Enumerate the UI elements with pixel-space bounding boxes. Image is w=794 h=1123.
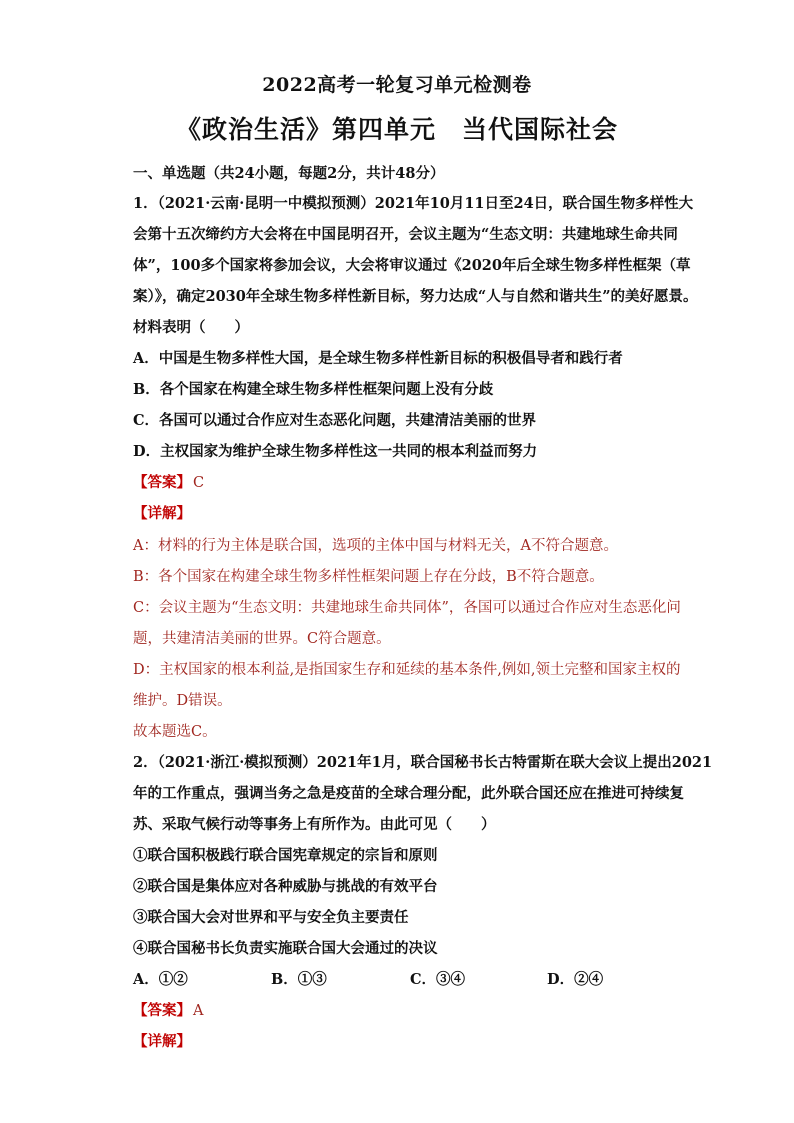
q2-choice-c: C．③④ <box>410 971 466 988</box>
q2-stem-line: 苏、采取气候行动等事务上有所作为。由此可见（ ） <box>133 816 496 833</box>
q1-stem-line: 会第十五次缔约方大会将在中国昆明召开，会议主题为“生态文明：共建地球生命共同 <box>133 226 678 243</box>
q1-stem-line: 案）》，确定2030年全球生物多样性新目标，努力达成“人与自然和谐共生”的美好愿景。 <box>133 288 698 305</box>
q1-explanation-line: C：会议主题为“生态文明：共建地球生命共同体”，各国可以通过合作应对生态恶化问 <box>133 600 681 616</box>
document-subtitle: 《政治生活》第四单元 当代国际社会 <box>175 115 618 144</box>
q1-explanation-line: D：主权国家的根本利益,是指国家生存和延续的基本条件,例如,领土完整和国家主权的 <box>133 662 681 678</box>
detail-label: 【详解】 <box>133 505 191 522</box>
q2-detail-label <box>133 1032 673 1052</box>
q1-explanation-line: 维护。D错误。 <box>133 693 232 709</box>
answer-value: A <box>193 1003 204 1019</box>
q1-detail-label <box>133 504 673 524</box>
q2-statement-3: ③联合国大会对世界和平与安全负主要责任 <box>133 909 409 926</box>
q1-option-a: A．中国是生物多样性大国，是全球生物多样性新目标的积极倡导者和践行者 <box>133 350 623 367</box>
q1-option-d: D．主权国家为维护全球生物多样性这一共同的根本利益而努力 <box>133 443 538 460</box>
q1-option-b: B．各个国家在构建全球生物多样性框架问题上没有分歧 <box>133 381 494 398</box>
answer-value: C <box>193 475 205 491</box>
section-heading: 一、单选题（共24小题，每题2分，共计48分） <box>133 165 445 182</box>
q2-stem-line: 年的工作重点，强调当务之急是疫苗的全球合理分配，此外联合国还应在推进可持续复 <box>133 785 684 802</box>
q1-answer <box>133 473 673 493</box>
q1-explanation-line: 题，共建清洁美丽的世界。C符合题意。 <box>133 631 391 647</box>
q2-choice-b: B．①③ <box>271 971 327 988</box>
q2-statement-4: ④联合国秘书长负责实施联合国大会通过的决议 <box>133 940 438 957</box>
q2-statement-1: ①联合国积极践行联合国宪章规定的宗旨和原则 <box>133 847 438 864</box>
q1-conclusion: 故本题选C。 <box>133 724 217 740</box>
document-title: 2022高考一轮复习单元检测卷 <box>262 74 532 96</box>
q1-stem-line: 体”，100多个国家将参加会议，大会将审议通过《2020年后全球生物多样性框架（草 <box>133 257 691 274</box>
q1-explanation-line: B：各个国家在构建全球生物多样性框架问题上存在分歧，B不符合题意。 <box>133 569 604 585</box>
detail-label: 【详解】 <box>133 1033 191 1050</box>
q1-option-c: C．各国可以通过合作应对生态恶化问题，共建清洁美丽的世界 <box>133 412 537 429</box>
q1-stem-line: 1．（2021·云南·昆明一中模拟预测）2021年10月11日至24日，联合国生物多样性大 <box>133 195 694 212</box>
answer-label: 【答案】 <box>133 1002 191 1019</box>
answer-label: 【答案】 <box>133 474 191 491</box>
q2-stem-line: 2．（2021·浙江·模拟预测）2021年1月，联合国秘书长古特雷斯在联大会议上提出2021 <box>133 754 713 771</box>
q2-choice-a: A．①② <box>133 971 188 988</box>
q2-answer <box>133 1001 673 1021</box>
q2-choice-d: D．②④ <box>547 971 604 988</box>
q2-statement-2: ②联合国是集体应对各种威胁与挑战的有效平台 <box>133 878 438 895</box>
q1-explanation-line: A：材料的行为主体是联合国，选项的主体中国与材料无关，A不符合题意。 <box>133 538 618 554</box>
q1-stem-line: 材料表明（ ） <box>133 319 249 336</box>
